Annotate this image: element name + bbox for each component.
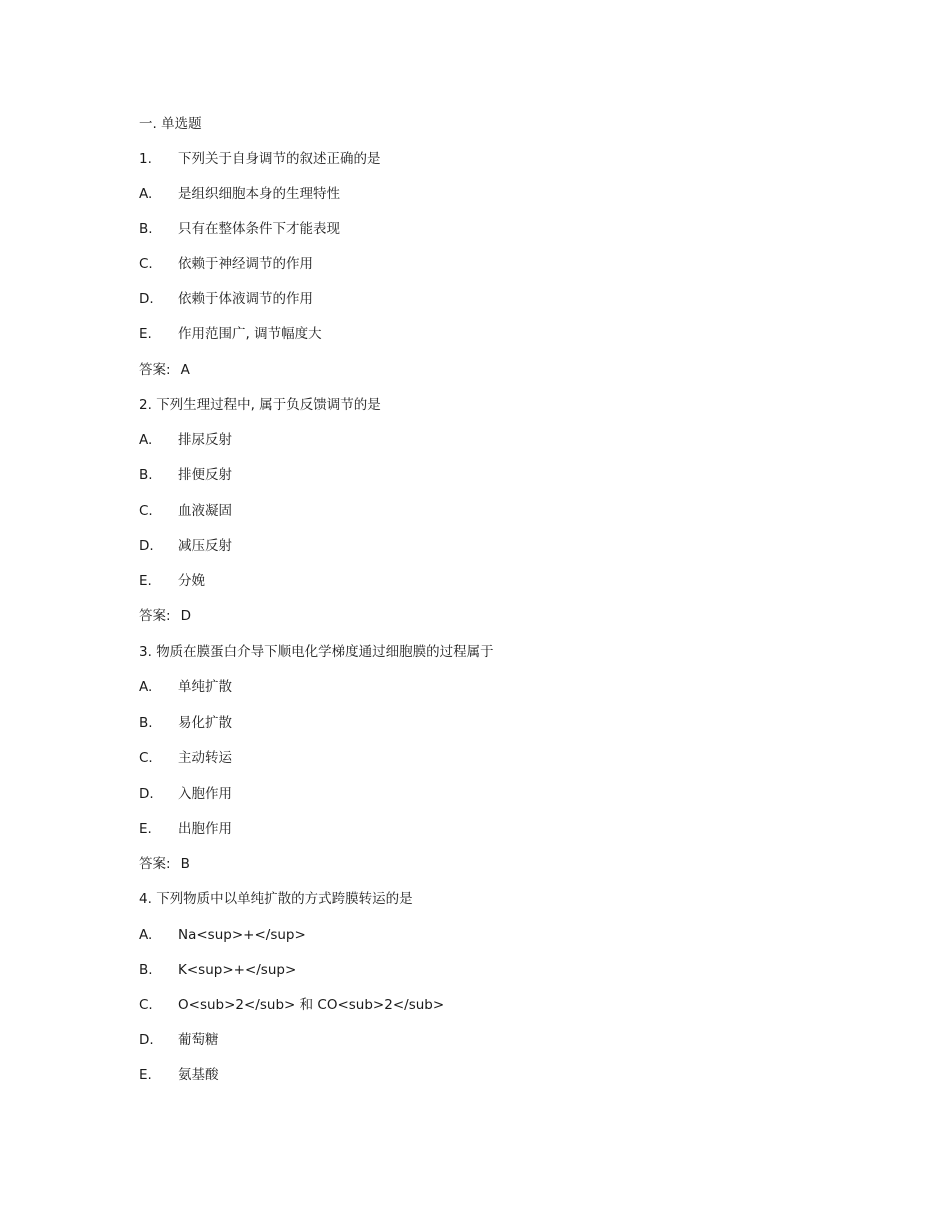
option-text: 出胞作用 bbox=[178, 821, 232, 837]
option-letter: B. bbox=[139, 467, 153, 483]
option-letter: D. bbox=[139, 538, 154, 554]
option-letter: B. bbox=[139, 715, 153, 731]
option-text: 排便反射 bbox=[178, 467, 232, 483]
answer-value: A bbox=[180, 362, 190, 378]
option-text: Na<sup>+</sup> bbox=[178, 927, 306, 943]
answer-label: 答案: bbox=[139, 608, 171, 624]
option-text: 分娩 bbox=[178, 573, 205, 589]
question-1-option-d bbox=[139, 290, 313, 308]
question-2-option-b bbox=[139, 466, 232, 484]
question-number: 3. bbox=[139, 644, 152, 660]
option-text: 只有在整体条件下才能表现 bbox=[178, 221, 340, 237]
answer-label: 答案: bbox=[139, 362, 171, 378]
option-text: 减压反射 bbox=[178, 538, 232, 554]
option-letter: C. bbox=[139, 997, 153, 1013]
answer-value: D bbox=[180, 608, 191, 624]
option-letter: E. bbox=[139, 326, 152, 342]
question-3-stem bbox=[139, 643, 494, 661]
question-text: 下列生理过程中, 属于负反馈调节的是 bbox=[156, 397, 381, 413]
question-4-option-a bbox=[139, 926, 306, 944]
option-text: 入胞作用 bbox=[178, 786, 232, 802]
question-3-option-c bbox=[139, 749, 232, 767]
option-letter: A. bbox=[139, 186, 153, 202]
option-letter: E. bbox=[139, 1067, 152, 1083]
answer-value: B bbox=[180, 856, 190, 872]
option-text: 易化扩散 bbox=[178, 715, 232, 731]
option-text: 作用范围广, 调节幅度大 bbox=[178, 326, 322, 342]
question-number: 2. bbox=[139, 397, 152, 413]
question-2-stem bbox=[139, 396, 381, 414]
option-text: 排尿反射 bbox=[178, 432, 232, 448]
question-4-option-c bbox=[139, 996, 444, 1014]
question-text: 下列物质中以单纯扩散的方式跨膜转运的是 bbox=[156, 891, 413, 907]
question-1-option-c bbox=[139, 255, 313, 273]
question-2-answer bbox=[139, 607, 191, 625]
question-2-option-a bbox=[139, 431, 232, 449]
option-letter: A. bbox=[139, 927, 153, 943]
question-2-option-c bbox=[139, 502, 232, 520]
question-4-option-b bbox=[139, 961, 296, 979]
question-3-answer bbox=[139, 855, 190, 873]
option-text: 主动转运 bbox=[178, 750, 232, 766]
option-text: 血液凝固 bbox=[178, 503, 232, 519]
option-text: 氨基酸 bbox=[178, 1067, 219, 1083]
question-1-answer bbox=[139, 361, 190, 379]
question-text: 物质在膜蛋白介导下顺电化学梯度通过细胞膜的过程属于 bbox=[156, 644, 494, 660]
question-2-option-e bbox=[139, 572, 205, 590]
option-text: K<sup>+</sup> bbox=[178, 962, 297, 978]
question-3-option-d bbox=[139, 785, 232, 803]
option-letter: A. bbox=[139, 679, 153, 695]
option-letter: D. bbox=[139, 1032, 154, 1048]
option-letter: B. bbox=[139, 221, 153, 237]
question-3-option-a bbox=[139, 678, 232, 696]
answer-label: 答案: bbox=[139, 856, 171, 872]
option-text: 单纯扩散 bbox=[178, 679, 232, 695]
question-number: 4. bbox=[139, 891, 152, 907]
question-4-option-e bbox=[139, 1066, 219, 1084]
question-number: 1. bbox=[139, 151, 152, 167]
option-text: O<sub>2</sub> 和 CO<sub>2</sub> bbox=[178, 997, 445, 1013]
question-1-option-a bbox=[139, 185, 340, 203]
option-letter: D. bbox=[139, 291, 154, 307]
question-2-option-d bbox=[139, 537, 232, 555]
question-1-option-b bbox=[139, 220, 340, 238]
option-text: 依赖于神经调节的作用 bbox=[178, 256, 313, 272]
option-letter: B. bbox=[139, 962, 153, 978]
option-letter: D. bbox=[139, 786, 154, 802]
option-text: 依赖于体液调节的作用 bbox=[178, 291, 313, 307]
option-letter: E. bbox=[139, 821, 152, 837]
question-4-stem bbox=[139, 890, 413, 908]
question-1-option-e bbox=[139, 325, 322, 343]
option-letter: C. bbox=[139, 256, 153, 272]
question-text: 下列关于自身调节的叙述正确的是 bbox=[178, 151, 381, 167]
option-letter: A. bbox=[139, 432, 153, 448]
question-4-option-d bbox=[139, 1031, 219, 1049]
option-letter: C. bbox=[139, 503, 153, 519]
section-title: 一. 单选题 bbox=[139, 116, 202, 132]
option-text: 葡萄糖 bbox=[178, 1032, 219, 1048]
question-3-option-b bbox=[139, 714, 232, 732]
option-letter: C. bbox=[139, 750, 153, 766]
question-3-option-e bbox=[139, 820, 232, 838]
option-text: 是组织细胞本身的生理特性 bbox=[178, 186, 340, 202]
question-1-stem bbox=[139, 150, 381, 168]
option-letter: E. bbox=[139, 573, 152, 589]
